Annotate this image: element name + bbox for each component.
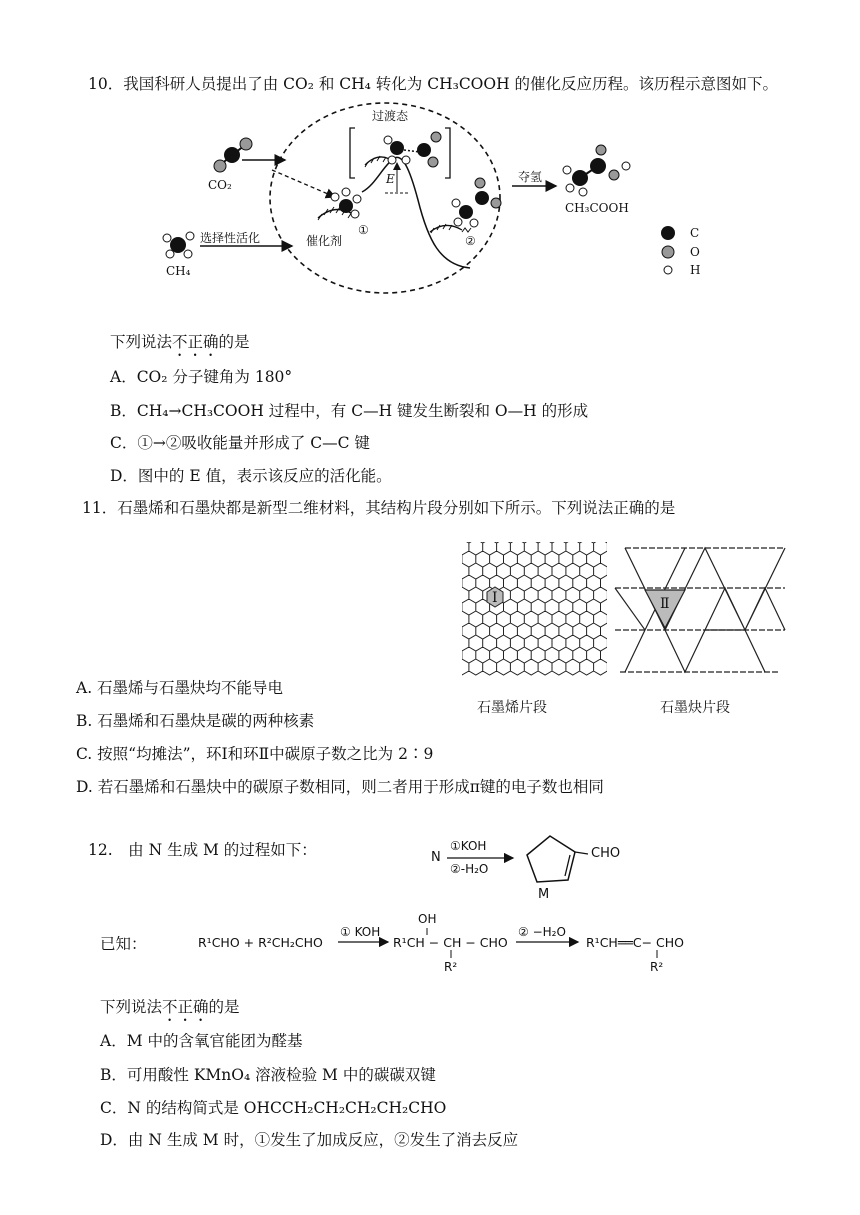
selective-activation-label: 选择性活化 (200, 231, 261, 245)
known-oh: OH (418, 912, 437, 926)
q12-option-d: D．由 N 生成 M 时，①发生了加成反应，②发生了消去反应 (100, 1131, 519, 1149)
q12-option-b: B．可用酸性 KMnO₄ 溶液检验 M 中的碳碳双键 (100, 1066, 436, 1084)
co2-label: CO₂ (208, 178, 232, 192)
ring-1-label: Ⅰ (492, 590, 498, 606)
graphene-caption: 石墨烯片段 (477, 700, 547, 716)
q12-reactant: N (431, 850, 441, 865)
intermediate-2 (430, 178, 501, 233)
product-label: CH₃COOH (565, 201, 629, 215)
graphyne-fragment (615, 548, 785, 672)
q12-prompt: 下列说法不正确的是 (100, 998, 240, 1016)
catalyst-label: 催化剂 (306, 234, 343, 248)
q11-option-c: C. 按照“均摊法”，环Ⅰ和环Ⅱ中碳原子数之比为 2∶9 (76, 745, 434, 763)
q10-option-b: B．CH₄→CH₃COOH 过程中，有 C—H 键发生断裂和 O—H 的形成 (110, 402, 589, 420)
legend-hydrogen-mark (664, 266, 672, 274)
legend-carbon-mark (661, 226, 675, 240)
q10-stem: 10．我国科研人员提出了由 CO₂ 和 CH₄ 转化为 CH₃COOH 的催化反应历程。该历程示意图如下。 (88, 75, 779, 93)
legend-o-label: O (690, 245, 700, 259)
q12-cond2: ②-H₂O (450, 862, 489, 876)
known-reactants: R¹CHO + R²CH₂CHO (198, 935, 323, 950)
ch4-molecule (163, 232, 194, 258)
q11-option-d: D. 若石墨烯和石墨炔中的碳原子数相同，则二者用于形成π键的电子数也相同 (76, 778, 604, 796)
ch4-label: CH₄ (166, 264, 191, 278)
q11-stem: 11．石墨烯和石墨炔都是新型二维材料，其结构片段分别如下所示。下列说法正确的是 (82, 499, 676, 517)
transition-state (350, 128, 450, 178)
graphene-fragment (448, 527, 621, 675)
q12-product-label: M (538, 887, 550, 902)
co2-adsorb-arrow (272, 170, 335, 197)
step1-label: ① (358, 223, 369, 237)
cyclopentene-ring (527, 836, 575, 882)
energy-label: E (386, 172, 395, 186)
q12-option-c: C．N 的结构简式是 OHCCH₂CH₂CH₂CH₂CHO (100, 1099, 447, 1117)
q11-option-b: B. 石墨烯和石墨炔是碳的两种核素 (76, 712, 315, 730)
legend-h-label: H (690, 263, 701, 277)
known-r2-mid: R² (444, 960, 458, 974)
co2-molecule (214, 138, 252, 172)
energy-curve (362, 157, 470, 268)
known-cond2: ② −H₂O (518, 925, 566, 939)
known-r2-end: R² (650, 960, 664, 974)
q10-option-a: A．CO₂ 分子键角为 180° (110, 368, 293, 386)
ch3cooh-molecule (563, 145, 630, 196)
q12-product-group: CHO (591, 846, 621, 861)
legend-oxygen-mark (662, 246, 674, 258)
graphyne-caption: 石墨炔片段 (660, 700, 730, 716)
q11-option-a: A. 石墨烯与石墨炔均不能导电 (76, 679, 284, 697)
ring-2-label: Ⅱ (660, 596, 670, 612)
known-intermediate: R¹CH − CH − CHO (393, 935, 508, 950)
transition-state-label: 过渡态 (372, 109, 409, 123)
known-product: R¹CH══C− CHO (586, 935, 685, 950)
legend-c-label: C (690, 226, 700, 240)
known-cond1: ① KOH (340, 925, 381, 939)
q12-option-a: A．M 中的含氧官能团为醛基 (100, 1032, 303, 1050)
q10-option-d: D．图中的 E 值，表示该反应的活化能。 (110, 467, 392, 485)
atom-legend (661, 226, 675, 274)
step2-label: ② (465, 234, 476, 248)
q10-option-c: C．①→②吸收能量并形成了 C—C 键 (110, 434, 370, 452)
q10-prompt: 下列说法不正确的是 (110, 333, 250, 351)
reaction-zone-ellipse (270, 103, 500, 293)
q12-stem: 12. 由 N 生成 M 的过程如下： (88, 841, 317, 859)
dehydrogenation-label: 夺氢 (518, 170, 543, 184)
q12-cond1: ①KOH (450, 839, 487, 853)
known-label: 已知： (100, 935, 147, 953)
